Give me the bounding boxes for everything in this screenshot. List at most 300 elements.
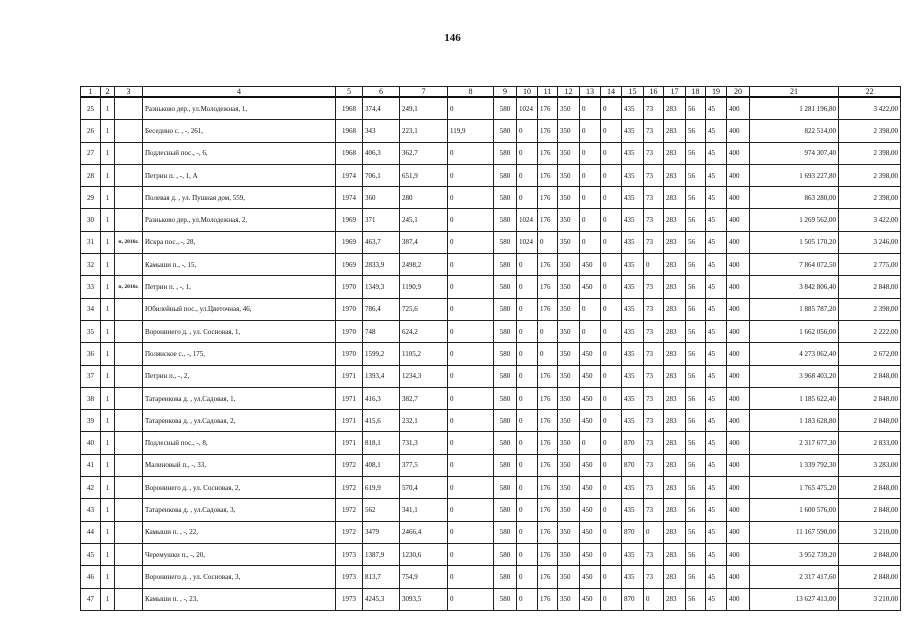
table-cell: 1 (101, 187, 115, 209)
table-cell: 400 (727, 410, 750, 432)
column-header: 22 (839, 87, 901, 98)
table-cell: 435 (622, 164, 644, 186)
table-cell: 1 (101, 209, 115, 231)
table-cell: 283 (664, 566, 686, 588)
table-cell: 1970 (336, 343, 363, 365)
table-cell: 580 (494, 231, 517, 253)
table-cell: Разньково дер., ул.Молодежная, 1, (143, 97, 336, 120)
table-cell: 0 (601, 164, 622, 186)
table-cell: 0 (517, 254, 538, 276)
table-cell: 406,3 (363, 142, 400, 164)
table-cell: 580 (494, 343, 517, 365)
table-cell: 1 (101, 120, 115, 142)
table-cell: 1 (101, 231, 115, 253)
table-cell: 30 (81, 209, 101, 231)
table-cell: 73 (644, 320, 664, 342)
table-cell: 1 (101, 97, 115, 120)
table-cell: 56 (686, 387, 706, 409)
column-header: 19 (706, 87, 727, 98)
table-cell: 350 (558, 365, 580, 387)
table-cell: 223,1 (400, 120, 448, 142)
table-cell: 580 (494, 142, 517, 164)
table-cell: Разньково дер., ул.Молодежная, 2, (143, 209, 336, 231)
table-cell: 0 (644, 254, 664, 276)
table-cell: 283 (664, 365, 686, 387)
table-cell: 176 (538, 410, 558, 432)
table-cell: 176 (538, 209, 558, 231)
table-cell: 249,1 (400, 97, 448, 120)
table-cell: 0 (448, 566, 494, 588)
table-cell: 1969 (336, 209, 363, 231)
table-cell: 0 (580, 97, 601, 120)
table-cell: 2 848,00 (839, 499, 901, 521)
table-cell: 1 339 792,30 (750, 454, 839, 476)
table-cell: 0 (601, 454, 622, 476)
table-cell: 43 (81, 499, 101, 521)
table-cell: 1105,2 (400, 343, 448, 365)
table-cell: 3 422,00 (839, 209, 901, 231)
table-cell: 1024 (517, 231, 538, 253)
table-cell: 580 (494, 97, 517, 120)
table-cell: 73 (644, 477, 664, 499)
table-cell: 400 (727, 276, 750, 298)
table-cell: 283 (664, 432, 686, 454)
table-cell: 450 (580, 254, 601, 276)
table-cell: 283 (664, 320, 686, 342)
table-cell (115, 387, 143, 409)
table-cell (115, 120, 143, 142)
table-cell (115, 499, 143, 521)
table-cell: 1 (101, 320, 115, 342)
table-cell: 580 (494, 588, 517, 610)
table-cell: 350 (558, 276, 580, 298)
table-cell: 350 (558, 187, 580, 209)
table-cell: 0 (601, 187, 622, 209)
table-cell: 45 (706, 298, 727, 320)
table-cell: 0 (580, 187, 601, 209)
table-cell: 2 848,00 (839, 566, 901, 588)
table-cell: 580 (494, 320, 517, 342)
table-cell: 41 (81, 454, 101, 476)
table-cell: 0 (601, 97, 622, 120)
table-cell: 283 (664, 209, 686, 231)
table-cell: 0 (517, 365, 538, 387)
table-cell: 56 (686, 543, 706, 565)
table-cell: 1 (101, 521, 115, 543)
column-header: 7 (400, 87, 448, 98)
table-cell: 283 (664, 231, 686, 253)
table-cell: 283 (664, 276, 686, 298)
table-cell: 400 (727, 588, 750, 610)
table-cell: 435 (622, 142, 644, 164)
table-cell: 2 833,00 (839, 432, 901, 454)
table-cell: 1 (101, 164, 115, 186)
table-cell: 400 (727, 543, 750, 565)
table-cell: 45 (706, 320, 727, 342)
table-cell: 1190,9 (400, 276, 448, 298)
table-cell: 400 (727, 343, 750, 365)
table-cell: 400 (727, 521, 750, 543)
table-row (81, 543, 901, 565)
table-cell: 176 (538, 276, 558, 298)
table-cell: 435 (622, 477, 644, 499)
table-cell: 283 (664, 454, 686, 476)
column-header: 10 (517, 87, 538, 98)
table-cell: 1 693 227,80 (750, 164, 839, 186)
table-cell: 176 (538, 432, 558, 454)
table-cell: 350 (558, 97, 580, 120)
table-cell: 1974 (336, 187, 363, 209)
table-cell: 350 (558, 410, 580, 432)
table-cell (115, 343, 143, 365)
table-cell: 45 (706, 164, 727, 186)
table-cell: Подлесный пос., -, 8, (143, 432, 336, 454)
table-cell: 1971 (336, 432, 363, 454)
table-cell: 400 (727, 254, 750, 276)
table-cell: 580 (494, 454, 517, 476)
table-cell: 400 (727, 320, 750, 342)
table-cell: 73 (644, 298, 664, 320)
table-cell: 2 398,00 (839, 120, 901, 142)
table-cell: 350 (558, 454, 580, 476)
table-cell: 119,9 (448, 120, 494, 142)
table-cell: 0 (601, 477, 622, 499)
table-cell: Татаренкова д. , ул.Садовая, 3, (143, 499, 336, 521)
table-cell: Подлесный пос., -, 6, (143, 142, 336, 164)
table-cell: 25 (81, 97, 101, 120)
table-cell: 1 (101, 142, 115, 164)
table-cell: Полевая д. , ул. Пушная дом, 559, (143, 187, 336, 209)
table-cell: 350 (558, 164, 580, 186)
column-header: 15 (622, 87, 644, 98)
table-cell: 56 (686, 120, 706, 142)
table-cell: Полянское с., -, 175, (143, 343, 336, 365)
table-row (81, 187, 901, 209)
table-cell: 0 (448, 164, 494, 186)
table-cell: 56 (686, 298, 706, 320)
table-cell: 387,4 (400, 231, 448, 253)
table-cell: 1968 (336, 142, 363, 164)
table-cell: 1 (101, 477, 115, 499)
table-cell: 2466,4 (400, 521, 448, 543)
table-cell: 1970 (336, 276, 363, 298)
table-cell: 283 (664, 343, 686, 365)
table-cell: 0 (517, 142, 538, 164)
table-cell: 56 (686, 521, 706, 543)
column-header: 2 (101, 87, 115, 98)
table-cell: 1971 (336, 387, 363, 409)
column-header: 20 (727, 87, 750, 98)
table-cell: 0 (448, 320, 494, 342)
table-cell: 73 (644, 566, 664, 588)
table-cell: 580 (494, 387, 517, 409)
table-row (81, 209, 901, 231)
table-cell: 56 (686, 343, 706, 365)
table-cell: Искра пос., -, 28, (143, 231, 336, 253)
table-cell: 47 (81, 588, 101, 610)
table-cell: 3479 (363, 521, 400, 543)
table-cell: 0 (601, 142, 622, 164)
table-cell: 1 185 622,40 (750, 387, 839, 409)
table-cell: 176 (538, 187, 558, 209)
table-cell: 435 (622, 410, 644, 432)
table-cell: 1 (101, 588, 115, 610)
table-row (81, 566, 901, 588)
table-cell: 408,1 (363, 454, 400, 476)
table-cell: 350 (558, 566, 580, 588)
table-cell: 1 (101, 543, 115, 565)
table-cell: 0 (448, 97, 494, 120)
column-header: 17 (664, 87, 686, 98)
table-cell: 45 (706, 432, 727, 454)
table-cell: 27 (81, 142, 101, 164)
table-cell: 73 (644, 543, 664, 565)
table-cell: 283 (664, 410, 686, 432)
table-cell: 0 (448, 276, 494, 298)
table-cell: 46 (81, 566, 101, 588)
table-cell: 1971 (336, 410, 363, 432)
table-cell: 0 (601, 209, 622, 231)
table-cell: 56 (686, 164, 706, 186)
table-cell: 0 (448, 387, 494, 409)
table-cell: 176 (538, 543, 558, 565)
table-cell: 2498,2 (400, 254, 448, 276)
column-header: 4 (143, 87, 336, 98)
table-cell: 56 (686, 209, 706, 231)
column-header: 6 (363, 87, 400, 98)
table-cell: 450 (580, 365, 601, 387)
table-cell: 350 (558, 231, 580, 253)
table-cell (115, 142, 143, 164)
table-cell: 36 (81, 343, 101, 365)
table-cell: 0 (448, 521, 494, 543)
table-cell: 176 (538, 120, 558, 142)
table-cell: 341,1 (400, 499, 448, 521)
header-row (81, 87, 901, 98)
table-cell: 26 (81, 120, 101, 142)
table-cell: 45 (706, 521, 727, 543)
table-cell: 176 (538, 499, 558, 521)
table-cell: 45 (706, 142, 727, 164)
table-cell: 1 (101, 499, 115, 521)
table-cell: 435 (622, 365, 644, 387)
table-cell: 283 (664, 254, 686, 276)
table-cell: 400 (727, 120, 750, 142)
table-row (81, 454, 901, 476)
table-cell (115, 97, 143, 120)
table-cell: 73 (644, 164, 664, 186)
table-cell: 56 (686, 320, 706, 342)
table-cell: 0 (517, 588, 538, 610)
table-cell: 0 (448, 209, 494, 231)
table-cell: 0 (517, 543, 538, 565)
table-cell: Малиновый п., -, 33, (143, 454, 336, 476)
table-cell: 245,1 (400, 209, 448, 231)
table-cell: 73 (644, 97, 664, 120)
table-cell: 0 (580, 164, 601, 186)
table-cell: 870 (622, 454, 644, 476)
table-cell: 0 (580, 209, 601, 231)
table-cell: 450 (580, 276, 601, 298)
table-cell: 580 (494, 120, 517, 142)
table-cell: 176 (538, 142, 558, 164)
table-cell: 56 (686, 187, 706, 209)
table-cell: 1968 (336, 120, 363, 142)
table-cell (115, 254, 143, 276)
table-cell: 435 (622, 387, 644, 409)
table-cell: 580 (494, 499, 517, 521)
table-cell: 1 (101, 365, 115, 387)
table-cell: 0 (517, 566, 538, 588)
table-cell: 42 (81, 477, 101, 499)
table-cell: 0 (448, 588, 494, 610)
table-cell: 350 (558, 343, 580, 365)
table-cell: 73 (644, 432, 664, 454)
table-cell: 0 (601, 387, 622, 409)
table-cell: 2 398,00 (839, 298, 901, 320)
table-cell: Камыши п. , -, 22, (143, 521, 336, 543)
table-cell: 450 (580, 499, 601, 521)
table-cell: 580 (494, 566, 517, 588)
table-row (81, 521, 901, 543)
table-cell: 818,1 (363, 432, 400, 454)
table-cell: 1970 (336, 298, 363, 320)
table-cell: 45 (706, 343, 727, 365)
table-cell: 1971 (336, 365, 363, 387)
table-cell: 822 514,00 (750, 120, 839, 142)
table-cell: 56 (686, 432, 706, 454)
table-cell: 400 (727, 164, 750, 186)
table-cell: 0 (601, 231, 622, 253)
table-cell: 0 (448, 410, 494, 432)
table-cell: 283 (664, 543, 686, 565)
table-cell (115, 543, 143, 565)
table-cell: 0 (517, 320, 538, 342)
table-cell: 56 (686, 365, 706, 387)
table-cell: 0 (580, 432, 601, 454)
table-cell: 32 (81, 254, 101, 276)
table-cell: 1 (101, 254, 115, 276)
table-cell: 0 (644, 521, 664, 543)
table-cell: 400 (727, 142, 750, 164)
table-cell: 45 (706, 120, 727, 142)
table-row (81, 477, 901, 499)
table-cell: 283 (664, 142, 686, 164)
table-cell: 73 (644, 499, 664, 521)
table-cell: Юбилейный пос., ул.Цветочная, 46, (143, 298, 336, 320)
table-cell: 0 (517, 454, 538, 476)
table-row (81, 120, 901, 142)
column-header: 5 (336, 87, 363, 98)
table-cell: 176 (538, 477, 558, 499)
table-cell: 450 (580, 521, 601, 543)
table-cell: 580 (494, 164, 517, 186)
table-cell: 651,9 (400, 164, 448, 186)
table-cell: 450 (580, 588, 601, 610)
table-cell: 28 (81, 164, 101, 186)
table-cell: 619,9 (363, 477, 400, 499)
table-cell: 870 (622, 588, 644, 610)
table-cell: 1969 (336, 254, 363, 276)
table-cell: 580 (494, 410, 517, 432)
table-cell: 13 627 413,00 (750, 588, 839, 610)
table-row (81, 164, 901, 186)
table-cell: Петрин п. , -, 1, (143, 276, 336, 298)
table-cell: 1970 (336, 320, 363, 342)
table-cell: 748 (363, 320, 400, 342)
table-cell (115, 187, 143, 209)
table-cell (115, 365, 143, 387)
table-cell: 73 (644, 454, 664, 476)
table-cell: Татаренкова д. , ул.Садовая, 1, (143, 387, 336, 409)
table-cell: 0 (601, 521, 622, 543)
column-header: 14 (601, 87, 622, 98)
table-cell: 580 (494, 276, 517, 298)
table-cell: Камыши п. , -, 23, (143, 588, 336, 610)
table-cell: 350 (558, 142, 580, 164)
table-cell: 1387,9 (363, 543, 400, 565)
table-cell: 1972 (336, 499, 363, 521)
table-cell: 0 (580, 142, 601, 164)
table-cell: 176 (538, 97, 558, 120)
table-cell: 73 (644, 120, 664, 142)
table-cell: 0 (601, 432, 622, 454)
table-cell: 232,1 (400, 410, 448, 432)
table-cell: 863 280,00 (750, 187, 839, 209)
table-cell: 45 (706, 231, 727, 253)
table-cell: 416,3 (363, 387, 400, 409)
table-cell: 343 (363, 120, 400, 142)
table-cell: 2 398,00 (839, 142, 901, 164)
table-cell: 450 (580, 477, 601, 499)
table-row (81, 365, 901, 387)
table-cell: 754,9 (400, 566, 448, 588)
table-cell: 0 (580, 231, 601, 253)
table-cell: 176 (538, 454, 558, 476)
table-cell: 0 (601, 276, 622, 298)
table-cell: 435 (622, 343, 644, 365)
table-cell: 350 (558, 543, 580, 565)
column-header: 3 (115, 87, 143, 98)
table-cell: 0 (580, 298, 601, 320)
table-row (81, 499, 901, 521)
table-row (81, 387, 901, 409)
table-cell: 435 (622, 97, 644, 120)
table-cell: 1 885 787,20 (750, 298, 839, 320)
table-cell: 350 (558, 499, 580, 521)
table-cell: 45 (706, 365, 727, 387)
table-cell: 1230,6 (400, 543, 448, 565)
table-cell: Татаренкова д. , ул.Садовая, 2, (143, 410, 336, 432)
table-cell: 73 (644, 142, 664, 164)
table-cell: 73 (644, 276, 664, 298)
table-cell: 56 (686, 588, 706, 610)
table-cell (115, 521, 143, 543)
table-cell: 0 (601, 365, 622, 387)
table-cell: 362,7 (400, 142, 448, 164)
table-cell: 450 (580, 543, 601, 565)
table-cell: 1 183 628,80 (750, 410, 839, 432)
table-cell: 3093,5 (400, 588, 448, 610)
table-cell: 1972 (336, 521, 363, 543)
table-cell: 2 848,00 (839, 276, 901, 298)
table-cell: п, 2016г. (115, 276, 143, 298)
table-cell: 0 (601, 543, 622, 565)
table-cell: 1024 (517, 97, 538, 120)
table-cell: 350 (558, 477, 580, 499)
table-cell: 463,7 (363, 231, 400, 253)
table-cell: 350 (558, 432, 580, 454)
